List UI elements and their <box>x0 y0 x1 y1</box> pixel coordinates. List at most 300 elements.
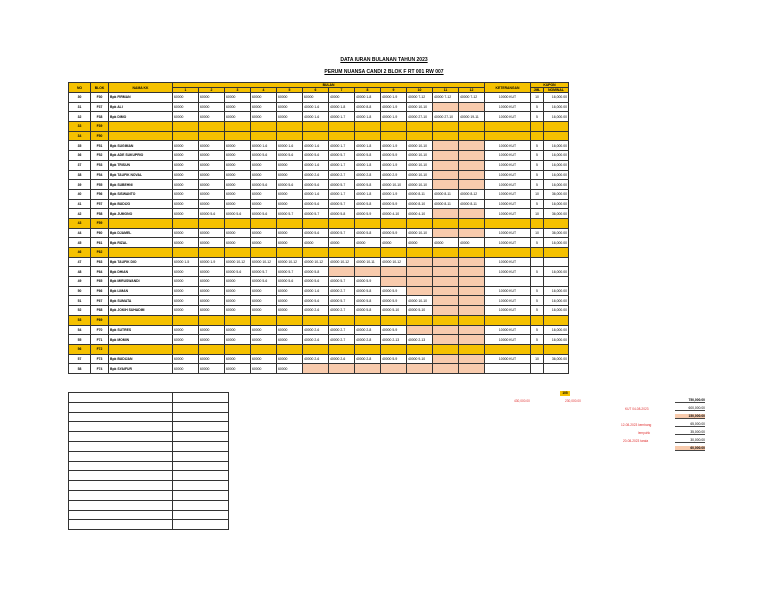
month-cell: 40000 <box>381 238 407 248</box>
row-number: 32 <box>69 112 91 122</box>
empty-cell <box>109 131 173 141</box>
month-cell: 40000 5-6 <box>303 199 329 209</box>
empty-cell <box>407 131 433 141</box>
header-blok: BLOK <box>91 83 109 93</box>
month-cell: 60000 <box>199 180 225 190</box>
month-header: 8 <box>355 88 381 93</box>
month-cell: 60000 <box>173 160 199 170</box>
month-cell: 40000 7-12 <box>459 93 485 103</box>
month-cell: 40000 2-7 <box>329 325 355 335</box>
blank-cell <box>69 520 173 530</box>
month-cell: 60000 <box>173 325 199 335</box>
row-nominal: 16,000.00 <box>544 112 569 122</box>
month-cell: 40000 5-8 <box>303 267 329 277</box>
month-cell: 60000 <box>225 102 251 112</box>
month-cell: 60000 <box>199 151 225 161</box>
blank-row <box>69 432 229 442</box>
row-jml: 5 <box>531 306 544 316</box>
value-5: 30,000.00 <box>675 438 705 443</box>
month-cell: 40000 5-7 <box>329 277 355 287</box>
note-3: lempuhk <box>638 431 651 435</box>
month-cell: 60000 <box>173 277 199 287</box>
month-cell: 40000 2-7 <box>329 306 355 316</box>
row-nama: Bpk MIRUSWANDI <box>109 277 173 287</box>
month-cell: 40000 1-7 <box>329 141 355 151</box>
month-cell: 60000 <box>225 286 251 296</box>
month-cell: 40000 10-12 <box>329 257 355 267</box>
month-cell: 40000 7-12 <box>407 93 433 103</box>
month-cell: 40000 10-10 <box>407 180 433 190</box>
empty-cell <box>433 218 459 228</box>
dues-table <box>68 82 569 374</box>
empty-cell <box>433 122 459 132</box>
empty-cell <box>381 315 407 325</box>
empty-cell <box>459 315 485 325</box>
empty-cell <box>544 344 569 354</box>
empty-cell <box>544 122 569 132</box>
month-cell: 60000 5-7 <box>277 209 303 219</box>
month-cell <box>407 364 433 374</box>
empty-cell <box>329 122 355 132</box>
month-cell <box>433 151 459 161</box>
row-number: 40 <box>69 189 91 199</box>
row-number: 44 <box>69 228 91 238</box>
month-cell: 40000 <box>329 93 355 103</box>
month-cell: 40000 <box>459 238 485 248</box>
month-cell: 60000 <box>225 160 251 170</box>
empty-cell <box>485 131 531 141</box>
empty-cell <box>173 344 199 354</box>
table-row <box>69 218 569 228</box>
month-cell: 40000 5-8 <box>355 296 381 306</box>
month-cell <box>459 267 485 277</box>
row-nama: Bpk DIMO <box>109 112 173 122</box>
empty-cell <box>199 131 225 141</box>
month-cell: 40000 8-10 <box>407 199 433 209</box>
month-cell: 60000 <box>173 199 199 209</box>
row-blok: F39 <box>91 122 109 132</box>
month-cell: 60000 <box>225 277 251 287</box>
blank-cell <box>69 461 173 471</box>
month-cell: 40000 8-11 <box>459 199 485 209</box>
blank-cell <box>173 471 229 481</box>
month-cell: 40000 1-6 <box>303 160 329 170</box>
grand-total: 750,000.00 <box>675 398 705 403</box>
month-cell: 40000 5-7 <box>329 296 355 306</box>
month-cell: 40000 5-9 <box>355 209 381 219</box>
row-nominal: 36,000.00 <box>544 189 569 199</box>
row-blok: F68 <box>91 306 109 316</box>
row-number: 48 <box>69 267 91 277</box>
month-cell: 40000 5-8 <box>355 306 381 316</box>
empty-cell <box>251 344 277 354</box>
row-jml: 5 <box>531 267 544 277</box>
month-cell: 60000 5-6 <box>251 209 277 219</box>
month-cell <box>459 257 485 267</box>
month-header: 2 <box>199 88 225 93</box>
blank-cell <box>173 490 229 500</box>
row-jml: 10 <box>531 189 544 199</box>
month-cell: 60000 <box>303 93 329 103</box>
row-keterangan: 10000 KUT <box>485 257 531 267</box>
row-number: 31 <box>69 102 91 112</box>
row-nama: Bpk BUDIJO <box>109 199 173 209</box>
row-nominal: 16,000.00 <box>544 151 569 161</box>
row-nama: Bpk MOMIN <box>109 335 173 345</box>
month-cell <box>459 354 485 364</box>
month-cell: 40000 2-6 <box>303 335 329 345</box>
row-blok: F71 <box>91 335 109 345</box>
month-cell: 40000 9-10 <box>407 354 433 364</box>
month-cell: 40000 <box>407 238 433 248</box>
month-cell: 40000 1-9 <box>381 112 407 122</box>
month-cell: 40000 8-8 <box>355 102 381 112</box>
month-cell: 40000 5-8 <box>329 209 355 219</box>
empty-cell <box>355 122 381 132</box>
empty-cell <box>355 218 381 228</box>
value-1: 600,000.00 <box>675 406 705 411</box>
month-cell: 60000 <box>277 325 303 335</box>
month-cell: 60000 <box>199 228 225 238</box>
month-cell <box>381 277 407 287</box>
page-title: DATA IURAN BULANAN TAHUN 2023 <box>340 57 428 63</box>
empty-cell <box>303 218 329 228</box>
row-jml <box>531 364 544 374</box>
empty-cell <box>485 218 531 228</box>
row-keterangan: 10000 KUT <box>485 286 531 296</box>
month-cell: 40000 1-6 <box>303 189 329 199</box>
month-cell: 60000 <box>251 170 277 180</box>
month-cell: 60000 <box>277 112 303 122</box>
month-cell: 60000 <box>199 267 225 277</box>
empty-cell <box>329 131 355 141</box>
row-nama: Bpk SUGIMAN <box>109 141 173 151</box>
blank-cell <box>173 500 229 510</box>
month-cell: 40000 5-6 <box>303 180 329 190</box>
table-row <box>69 102 569 112</box>
month-cell: 60000 <box>251 102 277 112</box>
row-number: 46 <box>69 248 91 258</box>
row-blok: F50 <box>91 131 109 141</box>
month-cell: 60000 <box>251 238 277 248</box>
empty-cell <box>433 248 459 258</box>
month-cell: 60000 <box>225 112 251 122</box>
empty-cell <box>485 122 531 132</box>
month-cell <box>433 257 459 267</box>
empty-cell <box>173 218 199 228</box>
month-cell: 40000 2-8 <box>355 354 381 364</box>
month-cell: 60000 <box>173 296 199 306</box>
table-row <box>69 112 569 122</box>
empty-cell <box>225 315 251 325</box>
row-nominal <box>544 257 569 267</box>
empty-cell <box>531 218 544 228</box>
month-cell: 60000 <box>199 141 225 151</box>
month-cell: 60000 <box>225 335 251 345</box>
empty-cell <box>355 248 381 258</box>
month-cell <box>329 267 355 277</box>
row-nama: Bpk TRISUN <box>109 160 173 170</box>
empty-cell <box>225 248 251 258</box>
empty-cell <box>544 248 569 258</box>
month-cell: 40000 8-11 <box>433 199 459 209</box>
row-number: 37 <box>69 160 91 170</box>
row-number: 57 <box>69 354 91 364</box>
row-nominal: 16,000.00 <box>544 180 569 190</box>
header-kupon: KUPON <box>531 83 569 88</box>
month-cell: 60000 <box>199 102 225 112</box>
month-cell <box>381 364 407 374</box>
month-cell: 40000 19-11 <box>459 112 485 122</box>
empty-cell <box>433 131 459 141</box>
month-cell: 60000 <box>277 286 303 296</box>
empty-cell <box>381 122 407 132</box>
row-keterangan: 10000 KUT <box>485 180 531 190</box>
month-cell: 40000 <box>303 238 329 248</box>
empty-cell <box>433 344 459 354</box>
month-cell: 60000 <box>199 364 225 374</box>
row-jml: 5 <box>531 286 544 296</box>
row-nama: Bpk JOKIH SUHADIM <box>109 306 173 316</box>
row-jml: 5 <box>531 112 544 122</box>
row-blok: F54 <box>91 170 109 180</box>
month-cell: 60000 <box>225 93 251 103</box>
month-cell: 40000 5-6 <box>303 296 329 306</box>
row-nama: Bpk TAUFIK DIO <box>109 257 173 267</box>
row-number: 42 <box>69 209 91 219</box>
month-cell: 60000 <box>277 102 303 112</box>
empty-cell <box>199 315 225 325</box>
empty-cell <box>303 344 329 354</box>
row-jml: 5 <box>531 238 544 248</box>
empty-cell <box>381 218 407 228</box>
empty-cell <box>531 131 544 141</box>
month-cell: 40000 5-8 <box>355 180 381 190</box>
empty-cell <box>355 315 381 325</box>
empty-cell <box>173 315 199 325</box>
month-cell <box>433 267 459 277</box>
table-row <box>69 228 569 238</box>
month-cell: 60000 <box>225 364 251 374</box>
empty-cell <box>277 315 303 325</box>
month-cell: 60000 <box>277 364 303 374</box>
month-cell: 60000 5-6 <box>199 209 225 219</box>
month-cell <box>459 170 485 180</box>
table-row <box>69 267 569 277</box>
table-row <box>69 257 569 267</box>
month-cell: 40000 7-12 <box>433 93 459 103</box>
empty-cell <box>531 248 544 258</box>
empty-cell <box>485 344 531 354</box>
blank-cell <box>173 510 229 520</box>
month-cell: 40000 5-8 <box>355 199 381 209</box>
table-row <box>69 315 569 325</box>
empty-cell <box>329 344 355 354</box>
row-number: 35 <box>69 141 91 151</box>
row-nominal <box>544 277 569 287</box>
blank-cell <box>69 490 173 500</box>
row-nama: Bpk DJAMEL <box>109 228 173 238</box>
row-blok: F65 <box>91 277 109 287</box>
month-cell <box>407 267 433 277</box>
kupon-total: 105 <box>560 391 570 396</box>
month-cell: 60000 5-6 <box>277 180 303 190</box>
row-blok: F72 <box>91 344 109 354</box>
month-cell: 40000 8-11 <box>433 189 459 199</box>
blank-cell <box>69 510 173 520</box>
month-cell: 40000 8-11 <box>407 189 433 199</box>
month-cell: 60000 5-6 <box>251 277 277 287</box>
table-row <box>69 141 569 151</box>
month-cell: 60000 <box>251 228 277 238</box>
month-cell: 40000 1-8 <box>329 102 355 112</box>
month-cell: 60000 <box>225 141 251 151</box>
row-jml: 5 <box>531 160 544 170</box>
empty-cell <box>544 218 569 228</box>
header-keterangan: KETERANGAN <box>485 83 531 93</box>
month-cell: 40000 2-8 <box>355 335 381 345</box>
month-cell: 40000 10-12 <box>381 257 407 267</box>
blank-row <box>69 520 229 530</box>
empty-cell <box>544 315 569 325</box>
row-keterangan: 10000 KUT <box>485 325 531 335</box>
row-nominal <box>544 364 569 374</box>
month-cell: 60000 1-9 <box>199 257 225 267</box>
month-cell: 60000 <box>225 354 251 364</box>
month-cell <box>459 325 485 335</box>
month-cell: 40000 2-7 <box>329 170 355 180</box>
month-cell: 60000 <box>225 325 251 335</box>
blank-row <box>69 402 229 412</box>
month-cell: 60000 <box>225 151 251 161</box>
blank-cell <box>69 451 173 461</box>
month-cell <box>303 364 329 374</box>
month-cell: 60000 <box>251 325 277 335</box>
empty-cell <box>485 315 531 325</box>
month-cell: 40000 1-9 <box>381 141 407 151</box>
row-blok: F69 <box>91 315 109 325</box>
month-cell: 40000 2-8 <box>355 170 381 180</box>
row-keterangan: 10000 KUT <box>485 141 531 151</box>
row-keterangan: 10000 KUT <box>485 296 531 306</box>
month-cell <box>433 335 459 345</box>
empty-cell <box>251 131 277 141</box>
month-cell: 40000 5-7 <box>329 180 355 190</box>
row-blok: F62 <box>91 248 109 258</box>
row-jml: 5 <box>531 325 544 335</box>
month-cell: 60000 <box>173 141 199 151</box>
blank-row <box>69 422 229 432</box>
month-cell: 60000 <box>225 180 251 190</box>
empty-cell <box>407 218 433 228</box>
month-cell: 60000 <box>251 296 277 306</box>
row-nama: Bpk SYAIFUR <box>109 364 173 374</box>
row-keterangan: 10000 KUT <box>485 306 531 316</box>
empty-cell <box>485 248 531 258</box>
month-cell <box>433 354 459 364</box>
row-number: 36 <box>69 151 91 161</box>
month-cell: 60000 <box>277 296 303 306</box>
empty-cell <box>407 248 433 258</box>
month-cell <box>459 335 485 345</box>
row-number: 51 <box>69 296 91 306</box>
empty-cell <box>459 218 485 228</box>
month-cell: 40000 10-10 <box>407 170 433 180</box>
month-cell: 40000 8-12 <box>459 189 485 199</box>
month-cell: 60000 <box>199 160 225 170</box>
month-cell <box>459 209 485 219</box>
month-cell: 60000 <box>199 335 225 345</box>
month-cell <box>459 180 485 190</box>
month-cell: 60000 <box>225 238 251 248</box>
row-blok: F53 <box>91 160 109 170</box>
month-cell: 40000 1-7 <box>329 189 355 199</box>
row-blok: F37 <box>91 102 109 112</box>
empty-cell <box>225 344 251 354</box>
month-cell <box>459 364 485 374</box>
row-nama: Bpk FIRMAN <box>109 93 173 103</box>
month-cell: 40000 10-10 <box>407 160 433 170</box>
month-cell: 40000 5-7 <box>329 228 355 238</box>
row-nominal: 16,000.00 <box>544 102 569 112</box>
month-cell: 60000 <box>199 170 225 180</box>
month-cell: 40000 <box>329 238 355 248</box>
row-number: 52 <box>69 306 91 316</box>
row-number: 38 <box>69 170 91 180</box>
row-nama: Bpk SUMATA <box>109 296 173 306</box>
month-cell <box>433 170 459 180</box>
blank-row <box>69 393 229 403</box>
blank-cell <box>69 471 173 481</box>
row-keterangan: 10000 KUT <box>485 170 531 180</box>
row-blok: F64 <box>91 267 109 277</box>
month-cell: 60000 10-12 <box>277 257 303 267</box>
month-cell: 40000 5-6 <box>303 228 329 238</box>
month-header: 6 <box>303 88 329 93</box>
empty-cell <box>251 122 277 132</box>
empty-cell <box>544 131 569 141</box>
month-cell: 40000 10-10 <box>407 141 433 151</box>
month-cell: 60000 <box>225 296 251 306</box>
empty-cell <box>199 122 225 132</box>
month-cell: 40000 5-10 <box>407 306 433 316</box>
month-cell: 60000 <box>173 170 199 180</box>
month-cell: 60000 5-6 <box>225 209 251 219</box>
empty-cell <box>277 218 303 228</box>
month-cell: 40000 2-13 <box>381 335 407 345</box>
month-cell: 60000 5-7 <box>277 267 303 277</box>
month-cell: 60000 10-12 <box>251 257 277 267</box>
month-cell: 60000 5-6 <box>251 180 277 190</box>
blank-cell <box>173 432 229 442</box>
month-cell: 60000 <box>173 102 199 112</box>
blank-row <box>69 412 229 422</box>
month-cell: 60000 <box>277 199 303 209</box>
empty-cell <box>381 344 407 354</box>
row-jml: 5 <box>531 170 544 180</box>
row-number: 41 <box>69 199 91 209</box>
empty-cell <box>381 131 407 141</box>
month-cell: 60000 <box>173 112 199 122</box>
row-nominal: 16,000.00 <box>544 199 569 209</box>
blank-cell <box>173 402 229 412</box>
empty-cell <box>277 122 303 132</box>
month-cell: 40000 2-6 <box>303 325 329 335</box>
blank-cell <box>69 402 173 412</box>
month-cell: 40000 5-7 <box>329 151 355 161</box>
month-header: 11 <box>433 88 459 93</box>
row-nama: Bpk BUDIJAN <box>109 354 173 364</box>
